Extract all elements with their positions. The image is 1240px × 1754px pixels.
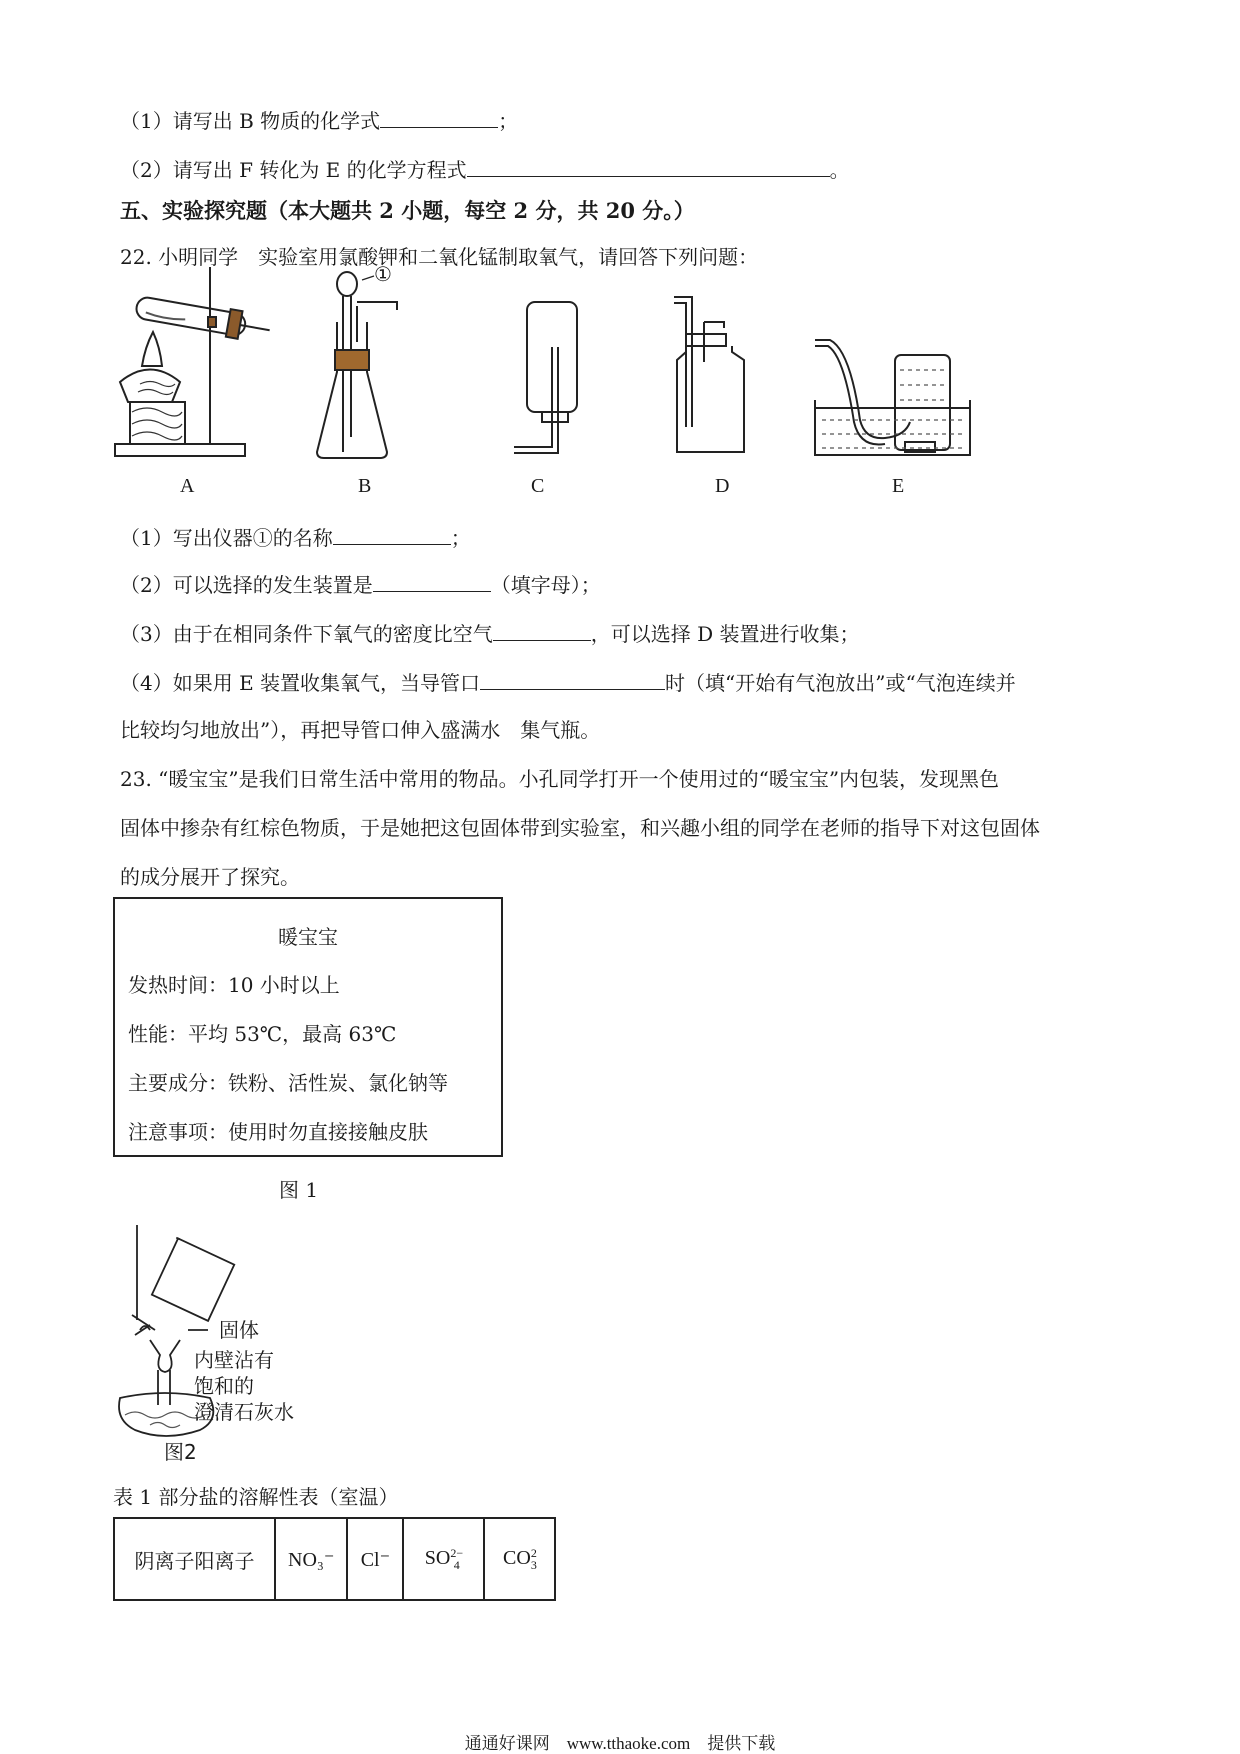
answer-blank[interactable] [373, 569, 491, 592]
answer-blank[interactable] [333, 522, 451, 545]
section-heading: 五、实验探究题（本大题共 2 小题，每空 2 分，共 20 分。） [120, 198, 695, 223]
page-footer: 通通好课网 www.tthaoke.com 提供下载 [464, 1734, 776, 1753]
info-row: 发热时间：10 小时以上 [128, 973, 340, 997]
figure2-caption: 图2 [164, 1440, 197, 1464]
figure1-caption: 图 1 [279, 1178, 319, 1202]
table-caption: 表 1 部分盐的溶解性表（室温） [113, 1485, 399, 1509]
apparatus-label-a: A [180, 475, 195, 497]
apparatus-b-diagram [312, 262, 412, 467]
figure2-label-limewater: 澄清石灰水 [194, 1400, 294, 1424]
apparatus-c-diagram [512, 297, 582, 467]
info-box-handwarmer [113, 897, 503, 1157]
q23-text-line3: 的成分展开了探究。 [120, 865, 300, 889]
answer-blank[interactable] [480, 667, 665, 690]
answer-blank[interactable] [467, 154, 830, 177]
table-header-chloride: Cl⁻ [347, 1518, 403, 1600]
q21-part2: （2）请写出 F 转化为 E 的化学方程式 。 [120, 154, 850, 184]
table-header-sulfate: SO 2− 4 [403, 1518, 484, 1600]
table-header-carbonate: CO 2 3 [484, 1518, 555, 1600]
q22-part2: （2）可以选择的发生装置是 （填字母）； [120, 569, 601, 599]
table-header-nitrate: NO₃⁻ [275, 1518, 347, 1600]
figure2-label-wall: 内壁沾有 [194, 1348, 274, 1372]
q22-part1: （1）写出仪器①的名称 ； [120, 522, 471, 552]
answer-blank[interactable] [493, 618, 591, 641]
instrument-number-label: ① [374, 262, 392, 286]
figure2-label-saturated: 饱和的 [194, 1374, 254, 1398]
q23-text-line2: 固体中掺杂有红棕色物质，于是她把这包固体带到实验室，和兴趣小组的同学在老师的指导下对这包固体 [120, 816, 1040, 840]
answer-blank[interactable] [380, 105, 498, 128]
q23-text-line1: 23. “暖宝宝”是我们日常生活中常用的物品。小孔同学打开一个使用过的“暖宝宝”内包装，发现黑色 [120, 767, 1000, 791]
q22-part4: （4）如果用 E 装置收集氧气，当导管口 时（填“开始有气泡放出”或“气泡连续并 [120, 667, 1016, 697]
apparatus-label-d: D [715, 475, 730, 497]
apparatus-label-e: E [892, 475, 905, 497]
table-row [114, 1518, 555, 1600]
apparatus-a-diagram [110, 262, 285, 462]
q22-part4-cont: 比较均匀地放出”），再把导管口伸入盛满水 集气瓶。 [120, 718, 601, 742]
info-row: 性能：平均 53℃，最高 63℃ [128, 1022, 397, 1046]
info-row: 注意事项：使用时勿直接接触皮肤 [128, 1120, 428, 1144]
figure2-label-solid: 固体 [219, 1318, 259, 1342]
q22-intro: 22. 小明同学 实验室用氯酸钾和二氧化锰制取氧气，请回答下列问题： [120, 245, 759, 269]
apparatus-label-b: B [358, 475, 372, 497]
q21-part1: （1）请写出 B 物质的化学式 ； [120, 105, 518, 135]
info-box-title: 暖宝宝 [278, 925, 338, 949]
table-corner-cell: 阴离子阳离子 [114, 1518, 275, 1600]
q22-part3: （3）由于在相同条件下氧气的密度比空气 ，可以选择 D 装置进行收集； [120, 618, 859, 648]
apparatus-label-c: C [531, 475, 545, 497]
apparatus-e-diagram [810, 330, 980, 465]
solubility-table [113, 1517, 556, 1601]
apparatus-d-diagram [672, 292, 752, 467]
info-row: 主要成分：铁粉、活性炭、氯化钠等 [128, 1071, 448, 1095]
